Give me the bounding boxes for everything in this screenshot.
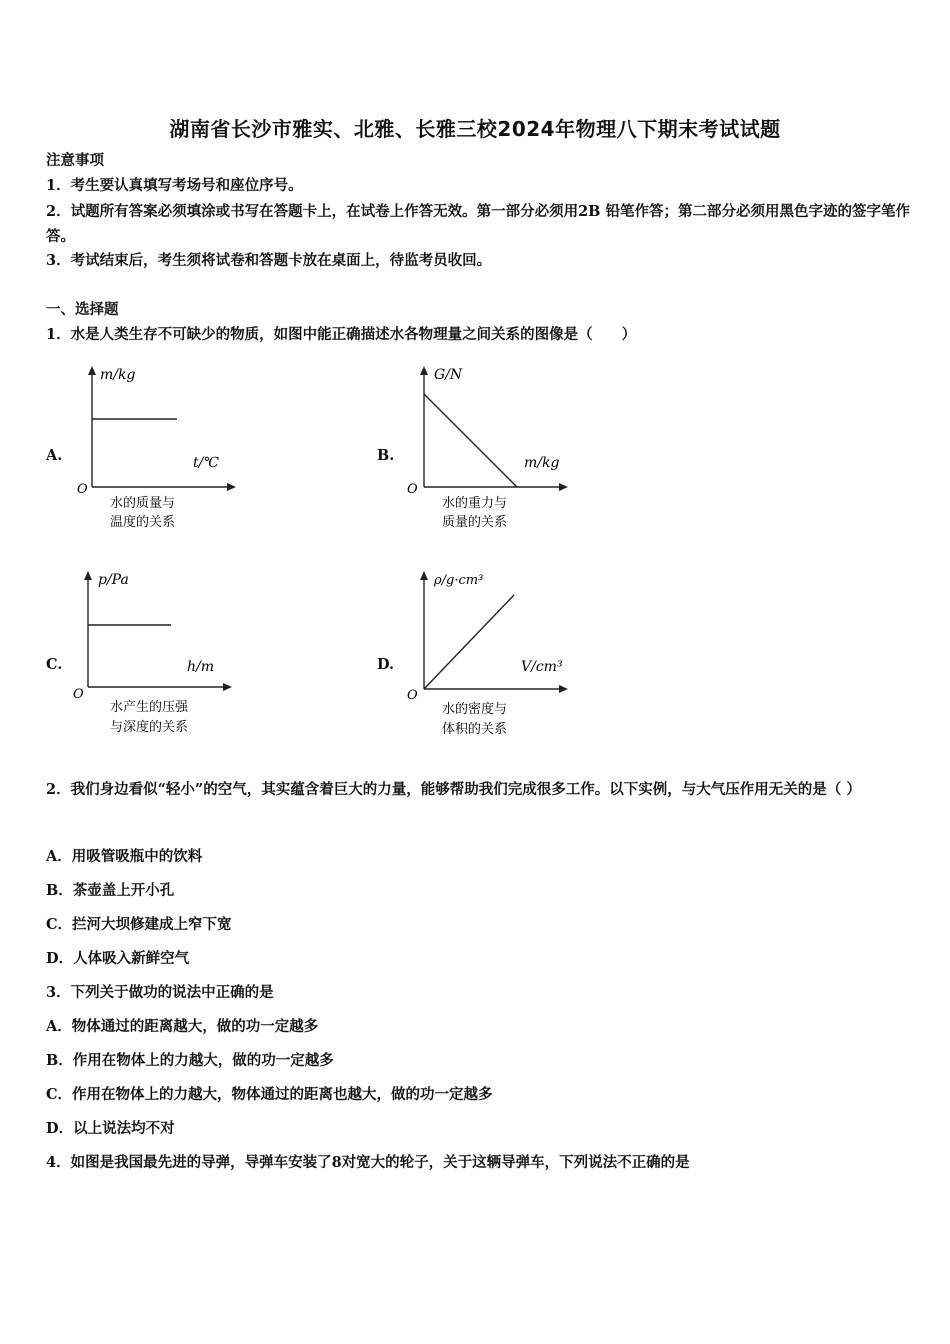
x-label: V/cm³ (521, 659, 563, 675)
caption-line-1: 水的质量与 (110, 496, 176, 511)
q2-option-b: B．茶壶盖上开小孔 (46, 882, 175, 899)
origin-label: O (73, 687, 84, 702)
x-label: m/kg (524, 455, 560, 471)
option-b-letter: B. (377, 447, 395, 464)
q3-option-a: A．物体通过的距离越大，做的功一定越多 (46, 1018, 319, 1035)
caption-line-2: 体积的关系 (442, 722, 508, 737)
y-label: m/kg (100, 367, 136, 383)
q2-option-c: C．拦河大坝修建成上窄下宽 (46, 916, 232, 933)
notice-heading: 注意事项 (46, 152, 104, 169)
q2-option-a: A．用吸管吸瓶中的饮料 (46, 848, 203, 865)
caption-line-1: 水的重力与 (442, 496, 508, 511)
y-axis-arrow (420, 571, 428, 580)
question-2-stem: 2．我们身边看似“轻小”的空气，其实蕴含着巨大的力量，能够帮助我们完成很多工作。以下实例，与大气压作用无关的是（ ） (46, 781, 861, 798)
caption-line-2: 温度的关系 (110, 515, 176, 530)
x-axis-arrow (559, 483, 568, 491)
y-label: ρ/g·cm³ (434, 573, 484, 588)
origin-label: O (77, 482, 88, 497)
graph-line (424, 595, 514, 689)
option-d-letter: D. (377, 656, 395, 673)
option-a-letter: A. (46, 447, 63, 464)
x-axis-arrow (223, 683, 232, 691)
origin-label: O (407, 688, 418, 703)
origin-label: O (407, 482, 418, 497)
x-label: h/m (187, 659, 215, 675)
x-label: t/℃ (193, 455, 220, 471)
graph-b (402, 360, 582, 535)
notice-item-1: 1．考生要认真填写考场号和座位序号。 (46, 177, 303, 194)
graph-d (402, 565, 582, 745)
x-axis-arrow (227, 483, 236, 491)
notice-item-3: 3．考试结束后，考生须将试卷和答题卡放在桌面上，待监考员收回。 (46, 252, 492, 269)
y-label: G/N (434, 367, 463, 383)
question-1-stem: 1．水是人类生存不可缺少的物质，如图中能正确描述水各物理量之间关系的图像是（ ） (46, 326, 637, 343)
q3-option-b: B．作用在物体上的力越大，做的功一定越多 (46, 1052, 334, 1069)
graph-a (70, 360, 250, 535)
caption-line-1: 水的密度与 (442, 702, 508, 717)
page-title: 湖南省长沙市雅实、北雅、长雅三校2024年物理八下期末考试试题 (169, 117, 781, 141)
question-3-stem: 3．下列关于做功的说法中正确的是 (46, 984, 274, 1001)
q2-option-d: D．人体吸入新鲜空气 (46, 950, 190, 967)
y-axis-arrow (84, 571, 92, 580)
q3-option-c: C．作用在物体上的力越大，物体通过的距离也越大，做的功一定越多 (46, 1086, 493, 1103)
y-label: p/Pa (98, 572, 129, 588)
y-axis-arrow (88, 366, 96, 375)
graph-c (66, 565, 246, 745)
graph-line (424, 394, 517, 487)
x-axis-arrow (559, 685, 568, 693)
caption-line-1: 水产生的压强 (110, 700, 189, 715)
question-4-stem: 4．如图是我国最先进的导弹，导弹车安装了8对宽大的轮子，关于这辆导弹车，下列说法不正确的是 (46, 1154, 690, 1171)
option-c-letter: C. (46, 656, 63, 673)
y-axis-arrow (420, 366, 428, 375)
section-heading: 一、选择题 (46, 301, 119, 318)
notice-item-2: 2．试题所有答案必须填涂或书写在答题卡上，在试卷上作答无效。第一部分必须用2B 铅笔作答；第二部分必须用黑色字迹的签字笔作答。 (46, 203, 910, 245)
caption-line-2: 质量的关系 (442, 515, 508, 530)
q3-option-d: D．以上说法均不对 (46, 1120, 175, 1137)
caption-line-2: 与深度的关系 (110, 720, 189, 735)
